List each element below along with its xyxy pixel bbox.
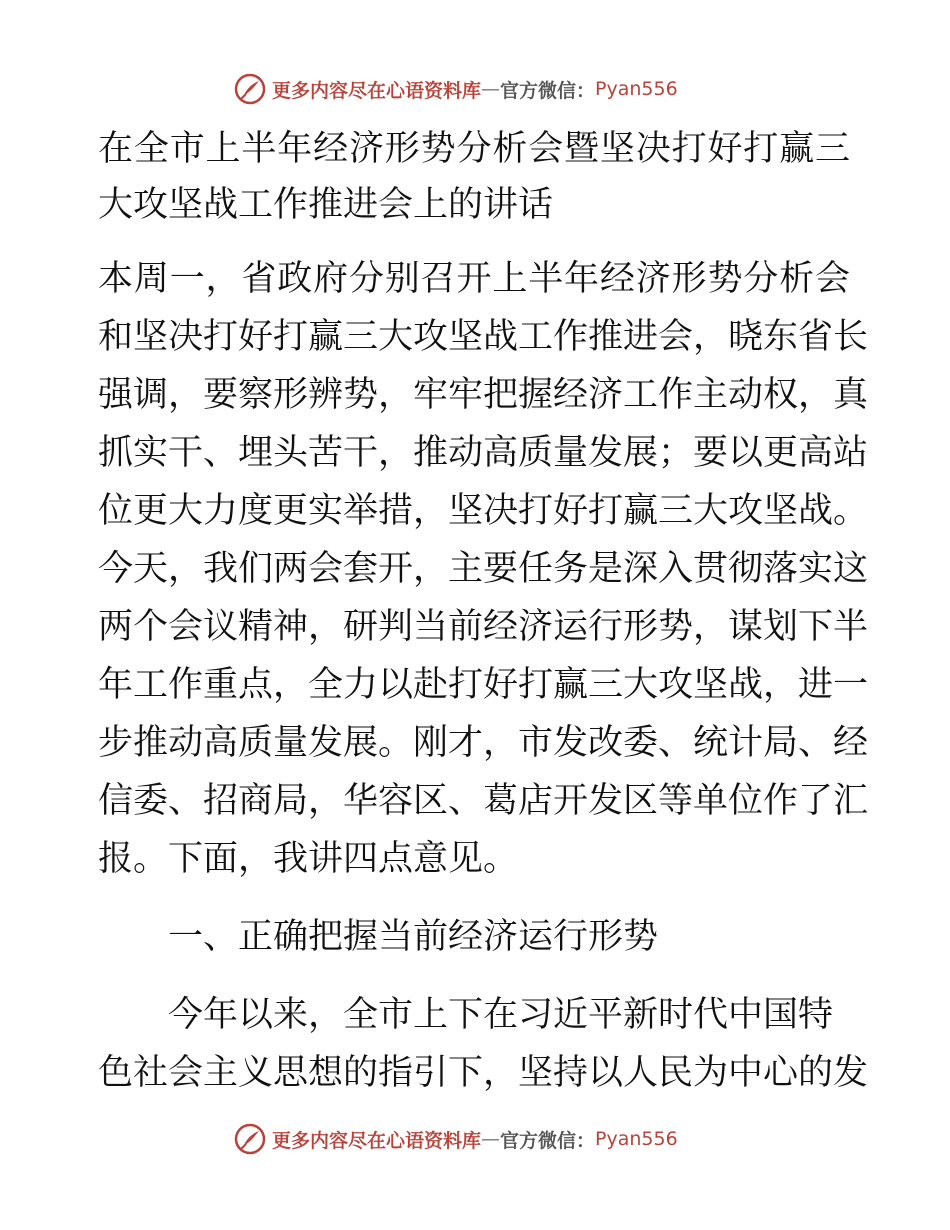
banner-promo-text: 更多内容尽在心语资料库 <box>272 1129 482 1152</box>
banner-separator: — <box>481 78 501 100</box>
paragraph-line: 信委、招商局，华容区、葛店开发区等单位作了汇 <box>98 781 869 821</box>
paragraph-line: 色社会主义思想的指引下，坚持以人民为中心的发 <box>98 1053 869 1093</box>
paragraph-line: 位更大力度更实举措，坚决打好打赢三大攻坚战。 <box>98 491 869 531</box>
paragraph-line: 今年以来，全市上下在习近平新时代中国特 <box>98 995 834 1035</box>
paragraph-line: 今天，我们两会套开，主要任务是深入贯彻落实这 <box>98 549 869 589</box>
paragraph-line: 步推动高质量发展。刚才，市发改委、统计局、经 <box>98 723 869 763</box>
paragraph-line: 强调，要察形辨势，牢牢把握经济工作主动权，真 <box>98 375 869 415</box>
feather-pen-logo-icon <box>234 73 266 105</box>
footer-watermark-banner <box>234 1122 678 1156</box>
banner-promo-text: 更多内容尽在心语资料库 <box>272 79 482 102</box>
banner-account-id: Pyan556 <box>595 78 678 100</box>
paragraph-line: 两个会议精神，研判当前经济运行形势，谋划下半 <box>98 607 869 647</box>
banner-separator: — <box>481 1128 501 1150</box>
paragraph-line: 年工作重点，全力以赴打好打赢三大攻坚战，进一 <box>98 665 869 705</box>
paragraph-line: 抓实干、埋头苦干，推动高质量发展；要以更高站 <box>98 433 869 473</box>
section-heading: 一、正确把握当前经济运行形势 <box>98 917 659 957</box>
header-watermark-banner <box>234 72 678 106</box>
paragraph-line: 本周一，省政府分别召开上半年经济形势分析会 <box>98 259 850 299</box>
banner-account-id: Pyan556 <box>595 1128 678 1150</box>
document-title-line: 大攻坚战工作推进会上的讲话 <box>98 185 554 225</box>
feather-pen-logo-icon <box>234 1123 266 1155</box>
paragraph-line: 和坚决打好打赢三大攻坚战工作推进会，晓东省长 <box>98 317 869 357</box>
banner-account-label: 官方微信： <box>500 79 596 102</box>
paragraph-line: 报。下面，我讲四点意见。 <box>98 839 519 879</box>
banner-account-label: 官方微信： <box>500 1129 596 1152</box>
document-title-line: 在全市上半年经济形势分析会暨坚决打好打赢三 <box>98 129 850 169</box>
